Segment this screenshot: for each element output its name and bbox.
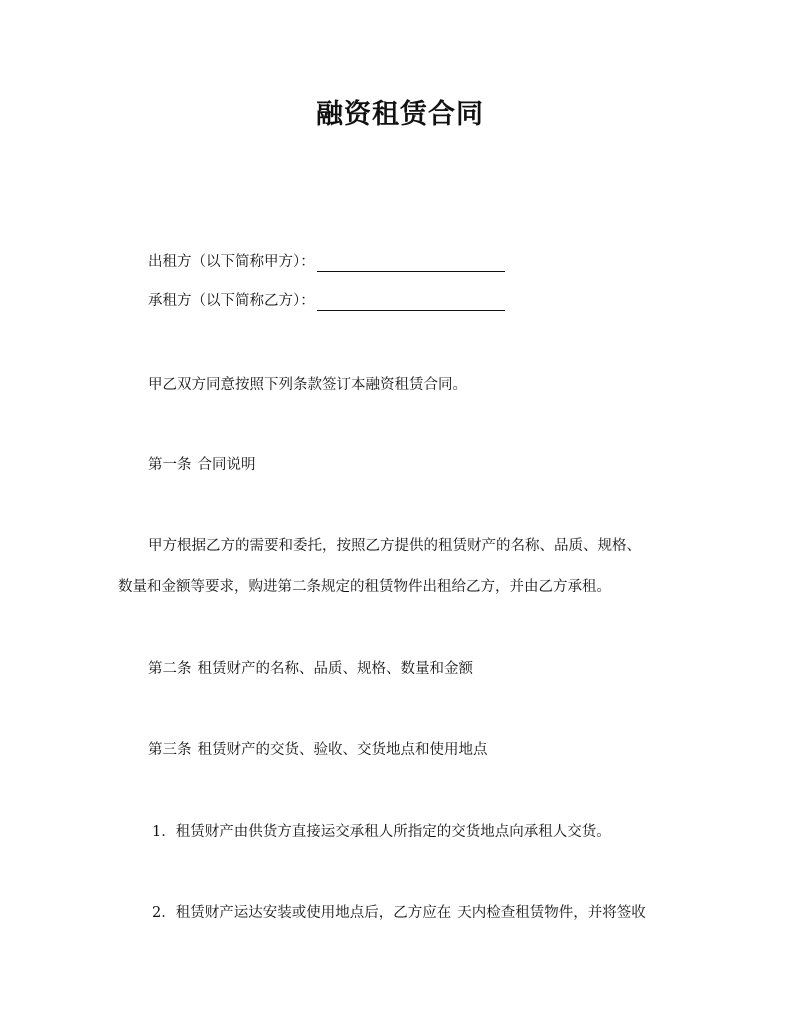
article2-number: 第二条 (148, 661, 192, 677)
lessor-line (148, 252, 505, 272)
intro-paragraph: 甲乙双方同意按照下列条款签订本融资租赁合同。 (148, 377, 467, 393)
article3-item2-text-a: 租赁财产运达安装或使用地点后，乙方应在 (175, 905, 452, 921)
article3-item1-number: 1． (152, 824, 176, 840)
article3-number: 第三条 (148, 742, 192, 758)
article3-item2-text-b: 天内检查租赁物件，并将签收 (457, 905, 646, 921)
lessor-label: 出租方（以下简称甲方）： (148, 254, 315, 270)
article1-title: 合同说明 (197, 457, 256, 473)
article2-heading (148, 659, 473, 679)
article3-item1-text: 租赁财产由供货方直接运交承租人所指定的交货地点向承租人交货。 (175, 824, 611, 840)
article3-heading (148, 740, 488, 760)
lessee-line (148, 291, 505, 311)
article1-body-line1: 甲方根据乙方的需要和委托，按照乙方提供的租赁财产的名称、品质、规格、 (148, 538, 641, 554)
article3-item1 (152, 822, 611, 842)
article3-title: 租赁财产的交货、验收、交货地点和使用地点 (197, 742, 488, 758)
article2-title: 租赁财产的名称、品质、规格、数量和金额 (197, 661, 473, 677)
lessee-label: 承租方（以下简称乙方）： (148, 293, 315, 309)
article3-item2 (152, 903, 646, 923)
article1-heading (148, 455, 256, 475)
article3-item2-number: 2． (152, 905, 176, 921)
lessee-blank-field[interactable] (317, 295, 505, 311)
article1-body-line2: 数量和金额等要求，购进第二条规定的租赁物件出租给乙方，并由乙方承租。 (118, 579, 611, 595)
document-title: 融资租赁合同 (316, 99, 484, 130)
article1-number: 第一条 (148, 457, 192, 473)
lessor-blank-field[interactable] (317, 256, 505, 272)
